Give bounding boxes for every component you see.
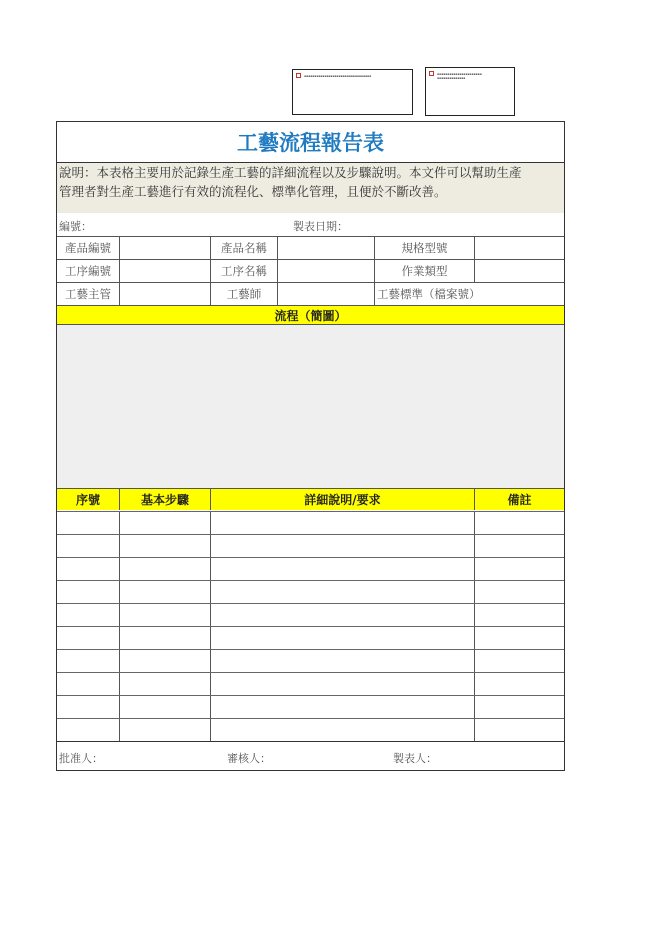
table-cell[interactable] [57, 673, 120, 695]
info-label-product-no: 產品編號 [57, 237, 120, 259]
logo-picture-right [425, 67, 515, 116]
table-cell[interactable] [120, 650, 211, 672]
table-cell[interactable] [120, 696, 211, 718]
table-cell[interactable] [475, 696, 564, 718]
info-value-process-name[interactable] [278, 260, 375, 282]
table-cell[interactable] [475, 604, 564, 626]
table-cell[interactable] [57, 535, 120, 557]
info-label-process-name: 工序名稱 [211, 260, 278, 282]
date-label: 製表日期： [293, 220, 348, 233]
table-row [57, 718, 564, 741]
description-box [57, 163, 564, 213]
table-cell[interactable] [120, 627, 211, 649]
table-cell[interactable] [211, 558, 475, 580]
info-value-process-no[interactable] [120, 260, 211, 282]
table-cell[interactable] [57, 650, 120, 672]
signature-footer [57, 741, 564, 770]
picture-icon [429, 71, 434, 76]
table-cell[interactable] [211, 535, 475, 557]
table-cell[interactable] [475, 512, 564, 534]
table-row [57, 649, 564, 672]
reviewer-label: 審核人： [227, 752, 271, 765]
description-line-2: 管理者對生產工藝進行有效的流程化、標準化管理，且便於不斷改善。 [59, 184, 447, 199]
info-label-supervisor: 工藝主管 [57, 283, 120, 305]
table-cell[interactable] [120, 673, 211, 695]
info-label-work-type: 作業類型 [375, 260, 475, 282]
table-cell[interactable] [120, 719, 211, 741]
info-value-product-no[interactable] [120, 237, 211, 259]
table-cell[interactable] [475, 719, 564, 741]
info-label-engineer: 工藝師 [211, 283, 278, 305]
table-cell[interactable] [57, 696, 120, 718]
table-row [57, 511, 564, 534]
picture-fine-print: ▪▪▪▪▪▪▪▪▪▪▪▪▪▪▪▪▪▪▪▪▪▪ [437, 71, 482, 76]
table-cell[interactable] [211, 719, 475, 741]
table-row [57, 626, 564, 649]
table-cell[interactable] [120, 581, 211, 603]
number-label: 編號： [59, 220, 92, 233]
table-cell[interactable] [120, 558, 211, 580]
table-row [57, 695, 564, 718]
table-row [57, 557, 564, 580]
picture-icon [296, 73, 301, 78]
logo-picture-left [292, 69, 413, 115]
table-cell[interactable] [475, 535, 564, 557]
header-detail: 詳細說明/要求 [211, 489, 475, 510]
table-row [57, 672, 564, 695]
table-row [57, 534, 564, 557]
flow-section-header: 流程（簡圖） [57, 305, 564, 325]
approver-label: 批准人： [59, 752, 103, 765]
picture-fine-print: ▪▪▪▪▪▪▪▪▪▪▪▪▪▪▪▪▪▪▪▪▪▪▪▪▪▪▪▪▪▪▪▪▪ [304, 73, 372, 78]
table-cell[interactable] [475, 673, 564, 695]
table-row [57, 603, 564, 626]
info-value-product-name[interactable] [278, 237, 375, 259]
header-remark: 備註 [507, 493, 532, 507]
table-cell[interactable] [120, 512, 211, 534]
header-seq: 序號 [57, 489, 120, 510]
info-row [57, 236, 564, 259]
table-cell[interactable] [211, 673, 475, 695]
report-sheet [56, 121, 565, 771]
flow-diagram-area[interactable] [57, 325, 564, 488]
table-cell[interactable] [211, 696, 475, 718]
steps-table-header [57, 488, 564, 510]
description-line-1: 說明：本表格主要用於記錄生產工藝的詳細流程以及步驟說明。本文件可以幫助生產 [59, 165, 522, 180]
info-value-work-type[interactable] [475, 260, 564, 282]
info-label-process-no: 工序編號 [57, 260, 120, 282]
table-cell[interactable] [57, 512, 120, 534]
report-title: 工藝流程報告表 [57, 122, 564, 163]
table-cell[interactable] [211, 512, 475, 534]
info-row [57, 282, 564, 305]
info-label-product-name: 產品名稱 [211, 237, 278, 259]
table-cell[interactable] [57, 581, 120, 603]
info-label-spec: 規格型號 [375, 237, 475, 259]
info-value-spec[interactable] [475, 237, 564, 259]
table-cell[interactable] [211, 650, 475, 672]
table-cell[interactable] [475, 581, 564, 603]
table-cell[interactable] [120, 535, 211, 557]
info-label-standard: 工藝標準（檔案號） [377, 287, 481, 301]
picture-fine-print: ▪▪▪▪▪▪▪▪▪▪▪▪▪▪ [437, 76, 466, 80]
table-cell[interactable] [475, 558, 564, 580]
table-cell[interactable] [57, 558, 120, 580]
table-cell[interactable] [57, 604, 120, 626]
table-cell[interactable] [211, 604, 475, 626]
info-value-engineer[interactable] [278, 283, 375, 305]
table-cell[interactable] [211, 627, 475, 649]
table-cell[interactable] [120, 604, 211, 626]
table-cell[interactable] [475, 650, 564, 672]
table-cell[interactable] [57, 627, 120, 649]
header-step: 基本步驟 [120, 489, 211, 510]
info-row [57, 259, 564, 282]
table-cell[interactable] [57, 719, 120, 741]
preparer-label: 製表人： [393, 752, 437, 765]
table-cell[interactable] [211, 581, 475, 603]
table-cell[interactable] [475, 627, 564, 649]
table-row [57, 580, 564, 603]
info-value-supervisor[interactable] [120, 283, 211, 305]
